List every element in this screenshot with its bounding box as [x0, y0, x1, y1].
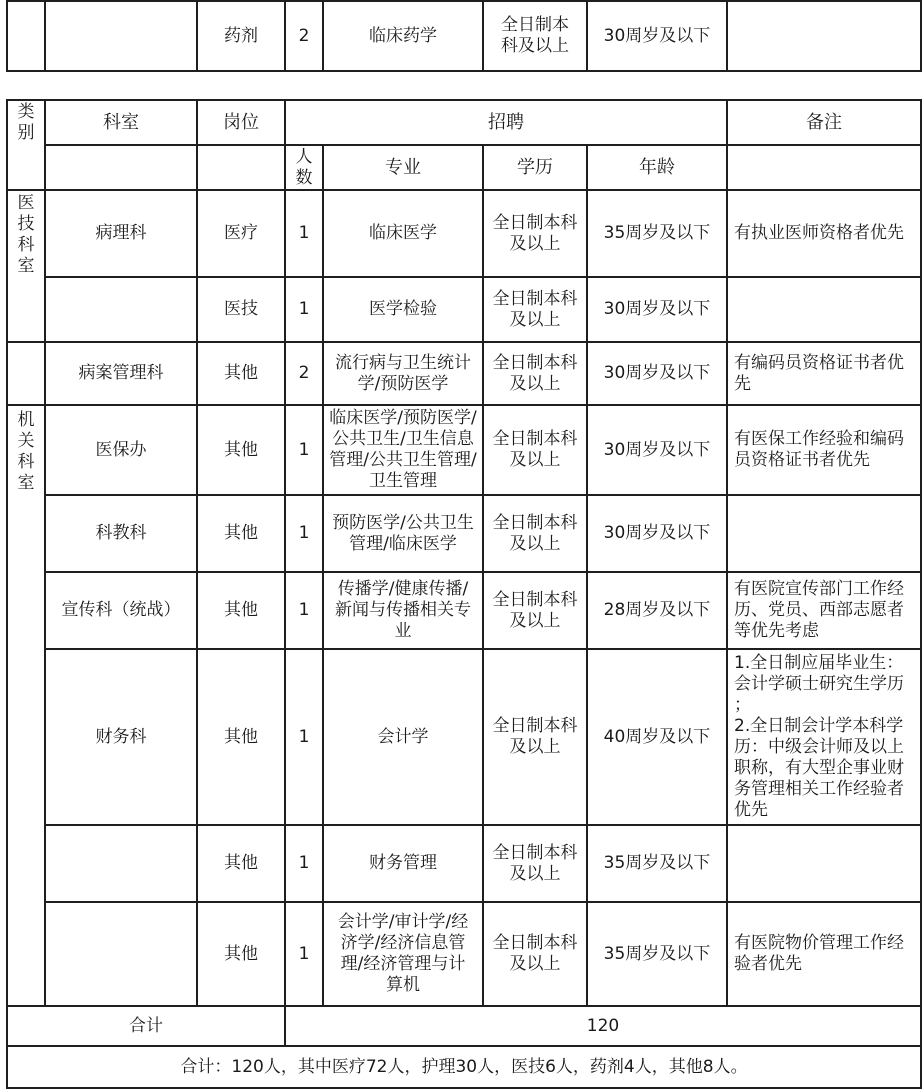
cell-education: 全日制本科 及以上 — [492, 212, 578, 254]
top-post: 药剂 — [224, 25, 258, 46]
top-count: 2 — [298, 25, 310, 46]
header-education: 学历 — [517, 157, 553, 178]
total-label: 合计 — [129, 1015, 163, 1036]
cell-remark: 有编码员资格证书者优 先 — [734, 352, 904, 394]
cell-age: 35周岁及以下 — [603, 943, 711, 964]
cell-remark: 1.全日制应届毕业生： 会计学硕士研究生学历 ； 2.全日制会计学本科学 历：中级会计师及以上 职称，有大型企事业财 务管理相关工作经验者 优先 — [734, 653, 904, 820]
cell-count: 1 — [298, 600, 310, 620]
cell-age: 30周岁及以下 — [603, 439, 711, 460]
cell-age: 30周岁及以下 — [603, 523, 711, 543]
cell-major: 流行病与卫生统计 学/预防医学 — [335, 352, 471, 394]
cell-major: 预防医学/公共卫生 管理/临床医学 — [332, 512, 474, 554]
cell-count: 2 — [298, 363, 310, 383]
cell-major: 财务管理 — [369, 853, 437, 873]
cell-post: 其他 — [224, 943, 258, 964]
header-remark: 备注 — [806, 112, 842, 133]
cell-major: 临床医学/预防医学/ 公共卫生/卫生信息 管理/公共卫生管理/ 卫生管理 — [329, 408, 477, 491]
cell-remark: 有执业医师资格者优先 — [734, 223, 904, 243]
cell-age: 28周岁及以下 — [603, 600, 711, 620]
cell-count: 1 — [298, 943, 310, 964]
cell-department: 宣传科（统战） — [61, 600, 181, 620]
header-department: 科室 — [103, 112, 139, 133]
cell-remark — [728, 278, 920, 341]
cell-education: 全日制本科 及以上 — [492, 933, 578, 974]
cell-education: 全日制本科 及以上 — [492, 512, 578, 554]
cell-count: 1 — [298, 726, 310, 747]
cell-department: 财务科 — [95, 726, 147, 747]
header-recruit: 招聘 — [488, 112, 524, 133]
cell-age: 40周岁及以下 — [603, 726, 711, 747]
cell-major: 传播学/健康传播/ 新闻与传播相关专 业 — [335, 579, 471, 641]
cell-age: 35周岁及以下 — [603, 223, 711, 243]
cell-remark: 有医院宣传部门工作经 历、党员、西部志愿者 等优先考虑 — [734, 579, 904, 641]
cell-department: 病理科 — [95, 223, 147, 243]
cell-remark — [728, 496, 920, 571]
cell-age: 30周岁及以下 — [603, 363, 711, 383]
cell-education: 全日制本科 及以上 — [492, 288, 578, 330]
cell-count: 1 — [298, 853, 310, 873]
cell-age: 35周岁及以下 — [603, 853, 711, 873]
header-category: 类 别 — [17, 101, 35, 143]
cell-department — [46, 278, 196, 341]
cell-post: 其他 — [224, 523, 258, 543]
group-admin: 机 关 科 室 — [17, 410, 35, 493]
cell-education: 全日制本科 及以上 — [492, 589, 578, 631]
cell-post: 其他 — [224, 439, 258, 460]
cell-education: 全日制本科 及以上 — [492, 429, 578, 470]
header-major: 专业 — [385, 157, 421, 178]
cell-department — [46, 903, 196, 1005]
summary-text: 合计：120人，其中医疗72人，护理30人，医技6人，药剂4人，其他8人。 — [180, 1056, 748, 1077]
cell-department: 医保办 — [95, 439, 147, 460]
cell-post: 医疗 — [224, 223, 258, 243]
header-post: 岗位 — [223, 112, 259, 133]
top-education: 全日制本 科及以上 — [501, 15, 569, 56]
total-value: 120 — [586, 1015, 620, 1036]
cell-department: 病案管理科 — [78, 363, 164, 383]
cell-count: 1 — [298, 299, 310, 319]
cell-major: 会计学/审计学/经 济学/经济信息管 理/经济管理与计 算机 — [337, 912, 469, 995]
cell-age: 30周岁及以下 — [603, 299, 711, 319]
top-major: 临床药学 — [369, 25, 437, 46]
header-count: 人 数 — [295, 146, 313, 188]
cell-remark: 有医院物价管理工作经 验者优先 — [734, 933, 904, 974]
cell-count: 1 — [298, 223, 310, 243]
header-age: 年龄 — [639, 157, 675, 178]
cell-department — [46, 826, 196, 901]
cell-post: 医技 — [224, 299, 258, 319]
cell-count: 1 — [298, 439, 310, 460]
cell-remark — [728, 826, 920, 901]
cell-education: 全日制本科 及以上 — [492, 842, 578, 884]
cell-major: 临床医学 — [369, 223, 437, 243]
top-age: 30周岁及以下 — [603, 25, 711, 46]
cell-education: 全日制本科 及以上 — [492, 716, 578, 757]
cell-department: 科教科 — [95, 523, 147, 543]
group-medtech: 医 技 科 室 — [17, 193, 35, 276]
cell-major: 会计学 — [377, 726, 429, 747]
cell-education: 全日制本科 及以上 — [492, 352, 578, 394]
cell-post: 其他 — [224, 853, 258, 873]
cell-post: 其他 — [224, 600, 258, 620]
cell-remark: 有医保工作经验和编码 员资格证书者优先 — [734, 429, 904, 470]
cell-post: 其他 — [224, 363, 258, 383]
cell-count: 1 — [298, 523, 310, 543]
cell-major: 医学检验 — [369, 299, 437, 319]
cell-post: 其他 — [224, 726, 258, 747]
